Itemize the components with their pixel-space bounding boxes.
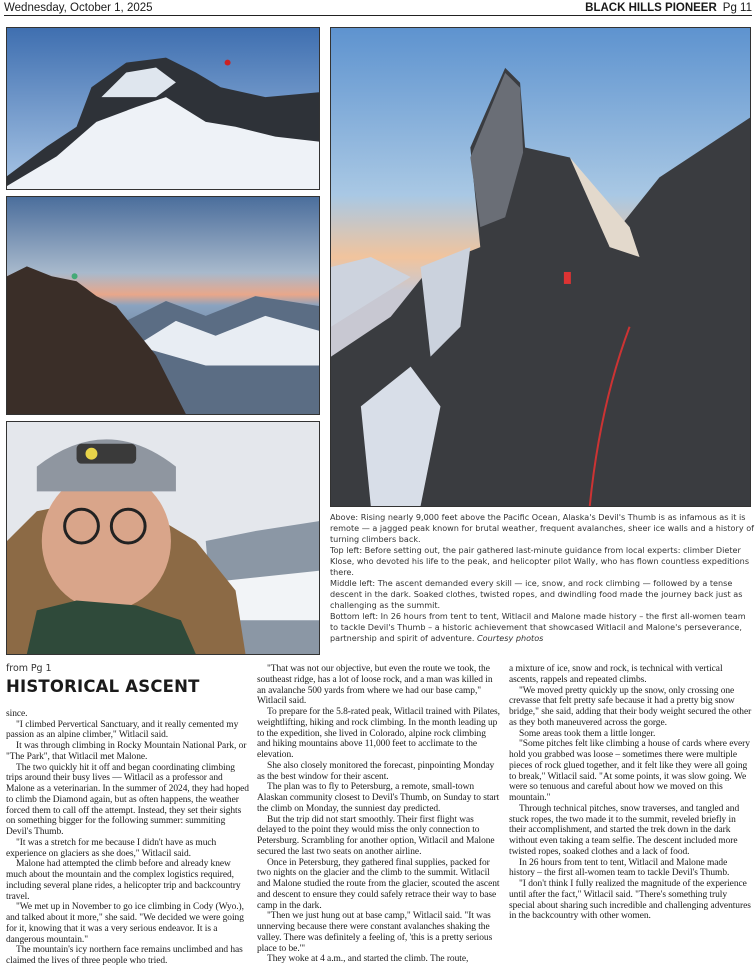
- paragraph: "We moved pretty quickly up the snow, only crossing one crevasse that felt pretty safe because it had a pretty big snow bridge," she said, adding that their body weight secured the other as they both maneuvered across the gorge.: [509, 685, 752, 728]
- caption-above: Above: Rising nearly 9,000 feet above the Pacific Ocean, Alaska's Devil's Thumb is as infamous as it is remote — a jagged peak known for brutal weather, frequent avalanches, sheer ice walls and a history of turning climbers back.: [330, 512, 754, 544]
- paper-name: BLACK HILLS PIONEER: [585, 1, 717, 14]
- page-header: [4, 0, 752, 16]
- article-column-1: [6, 664, 250, 967]
- headline: HISTORICAL ASCENT: [6, 676, 200, 696]
- photo-caption: [330, 512, 754, 644]
- paragraph: It was through climbing in Rocky Mountain National Park, or "The Park", that Witlacil met Malone.: [6, 741, 247, 762]
- bottom-left-photo: [6, 421, 320, 655]
- page-number: Pg 11: [722, 1, 752, 14]
- middle-left-photo: [6, 196, 320, 415]
- article-column-2: [257, 664, 501, 965]
- top-left-photo: [6, 27, 320, 190]
- paragraph: since.: [6, 708, 28, 719]
- paragraph: The mountain's icy northern face remains unclimbed and has claimed the lives of three people who tried.: [6, 945, 243, 966]
- paragraph: The two quickly hit it off and began coordinating climbing trips around their busy lives — Witlacil as a professor and Malone as a veterinarian. In the summer of 2024, they had hoped to climb the Diamond again, but as often happens, the weather forced them to call off the attempt. Instead, they set their sights on something bigger for the following summer: summiting Devil's Thumb.: [6, 762, 249, 837]
- main-photo: [330, 27, 751, 507]
- paragraph: "That was not our objective, but even the route we took, the southeast ridge, has a lot of loose rock, and a man was killed in an avalanche 500 yards from where we had our base camp," Witlacil said.: [257, 664, 493, 707]
- caption-middle-left: Middle left: The ascent demanded every skill — ice, snow, and rock climbing — followed by a tense descent in the dark. Soaked clothes, twisted ropes, and dwindling food made the journey back just as challenging as the summit.: [330, 578, 743, 610]
- paragraph: "Some pitches felt like climbing a house of cards where every hold you grabbed was loose – sometimes there were multiple pieces of rock glued together, and it felt like they were all going to break," Witlacil said. "At some points, it was slow going. We were so tenuous and careful about how we moved on this mountain.": [509, 739, 750, 803]
- paragraph: But the trip did not start smoothly. Their first flight was delayed to the point they would miss the only connection to Petersburg. Scrambling for another option, Witlacil and Malone secured the last two seats on another airline.: [257, 814, 495, 857]
- paragraph: Malone had attempted the climb before and already knew much about the mountain and the complex logistics required, including several plane rides, a helicopter trip and backcountry travel.: [6, 859, 241, 902]
- paragraph: The plan was to fly to Petersburg, a remote, small-town Alaskan community closest to Devil's Thumb, on Sunday to start the climb on Monday, the sunniest day predicted.: [257, 782, 500, 814]
- paragraph: "We met up in November to go ice climbing in Cody (Wyo.), and talked about it more," she said. "We decided we were going for it, knowing that it was a very serious endeavor. It is a dangerous mountain.": [6, 902, 244, 945]
- paragraph: Through technical pitches, snow traverses, and tangled and stuck ropes, the two made it to the summit, reveled briefly in their accomplishment, and started the trek down in the dark without even taking a team selfie. The descent included more twisted ropes, soaked clothes and a lack of food.: [509, 803, 740, 857]
- paragraph: In 26 hours from tent to tent, Witlacil and Malone made history – the first all-women team to tackle Devil's Thumb.: [509, 857, 730, 879]
- photo-credit: Courtesy photos: [477, 633, 544, 643]
- paragraph: "I climbed Pervertical Sanctuary, and it really cemented my passion as an alpine climber," Witlacil said.: [6, 719, 239, 741]
- paragraph: To prepare for the 5.8-rated peak, Witlacil trained with Pilates, weightlifting, hiking and rock climbing. In the month leading up to the expedition, she lived in Colorado, alpine rock climbing and hiking mountains above 11,000 feet to acclimate to the elevation.: [257, 707, 500, 760]
- article-column-3: [509, 664, 753, 922]
- caption-bottom-left: [330, 611, 754, 644]
- issue-date: Wednesday, October 1, 2025: [4, 1, 153, 14]
- paragraph: "Then we just hung out at base camp," Witlacil said. "It was unnerving because there were constant avalanches shaking the valley. There was definitely a feeling of, 'this is a pretty serious place to be.'": [257, 911, 493, 954]
- paragraph: They woke at 4 a.m., and started the climb. The route,: [267, 954, 469, 965]
- masthead: [585, 2, 752, 14]
- paragraph: "I don't think I fully realized the magnitude of the experience until after the fact," Witlacil said. "There's something truly special about sharing such incredible and challenging adventures in the backcountry with other women.: [509, 879, 751, 922]
- paragraph: a mixture of ice, snow and rock, is technical with vertical ascents, rappels and repeated climbs.: [509, 664, 723, 685]
- jump-line: from Pg 1: [6, 663, 52, 674]
- caption-top-left: Top left: Before setting out, the pair gathered last-minute guidance from local experts: climber Dieter Klose, who devoted his life to the peak, and helicopter pilot Wally, who has flown countless expeditions there.: [330, 545, 750, 577]
- paragraph: "It was a stretch for me because I didn't have as much experience on glaciers as she does," Witlacil said.: [6, 837, 217, 859]
- paragraph: Once in Petersburg, they gathered final supplies, packed for two nights on the glacier and the climb to the summit. Witlacil and Malone studied the route from the glacier, scouted the ascent and descent to ensure they could safely retrace their way to base camp in the dark.: [257, 857, 500, 911]
- paragraph: She also closely monitored the forecast, pinpointing Monday as the best window for their ascent.: [257, 760, 495, 782]
- caption-bottom-left-text: Bottom left: In 26 hours from tent to tent, Witlacil and Malone made history – the first all-women team to tackle Devil's Thumb – a historic achievement that showcased Witlacil and Malone's perseverance, partnership and spirit of adventure.: [330, 611, 746, 643]
- paragraph: Some areas took them a little longer.: [519, 728, 656, 739]
